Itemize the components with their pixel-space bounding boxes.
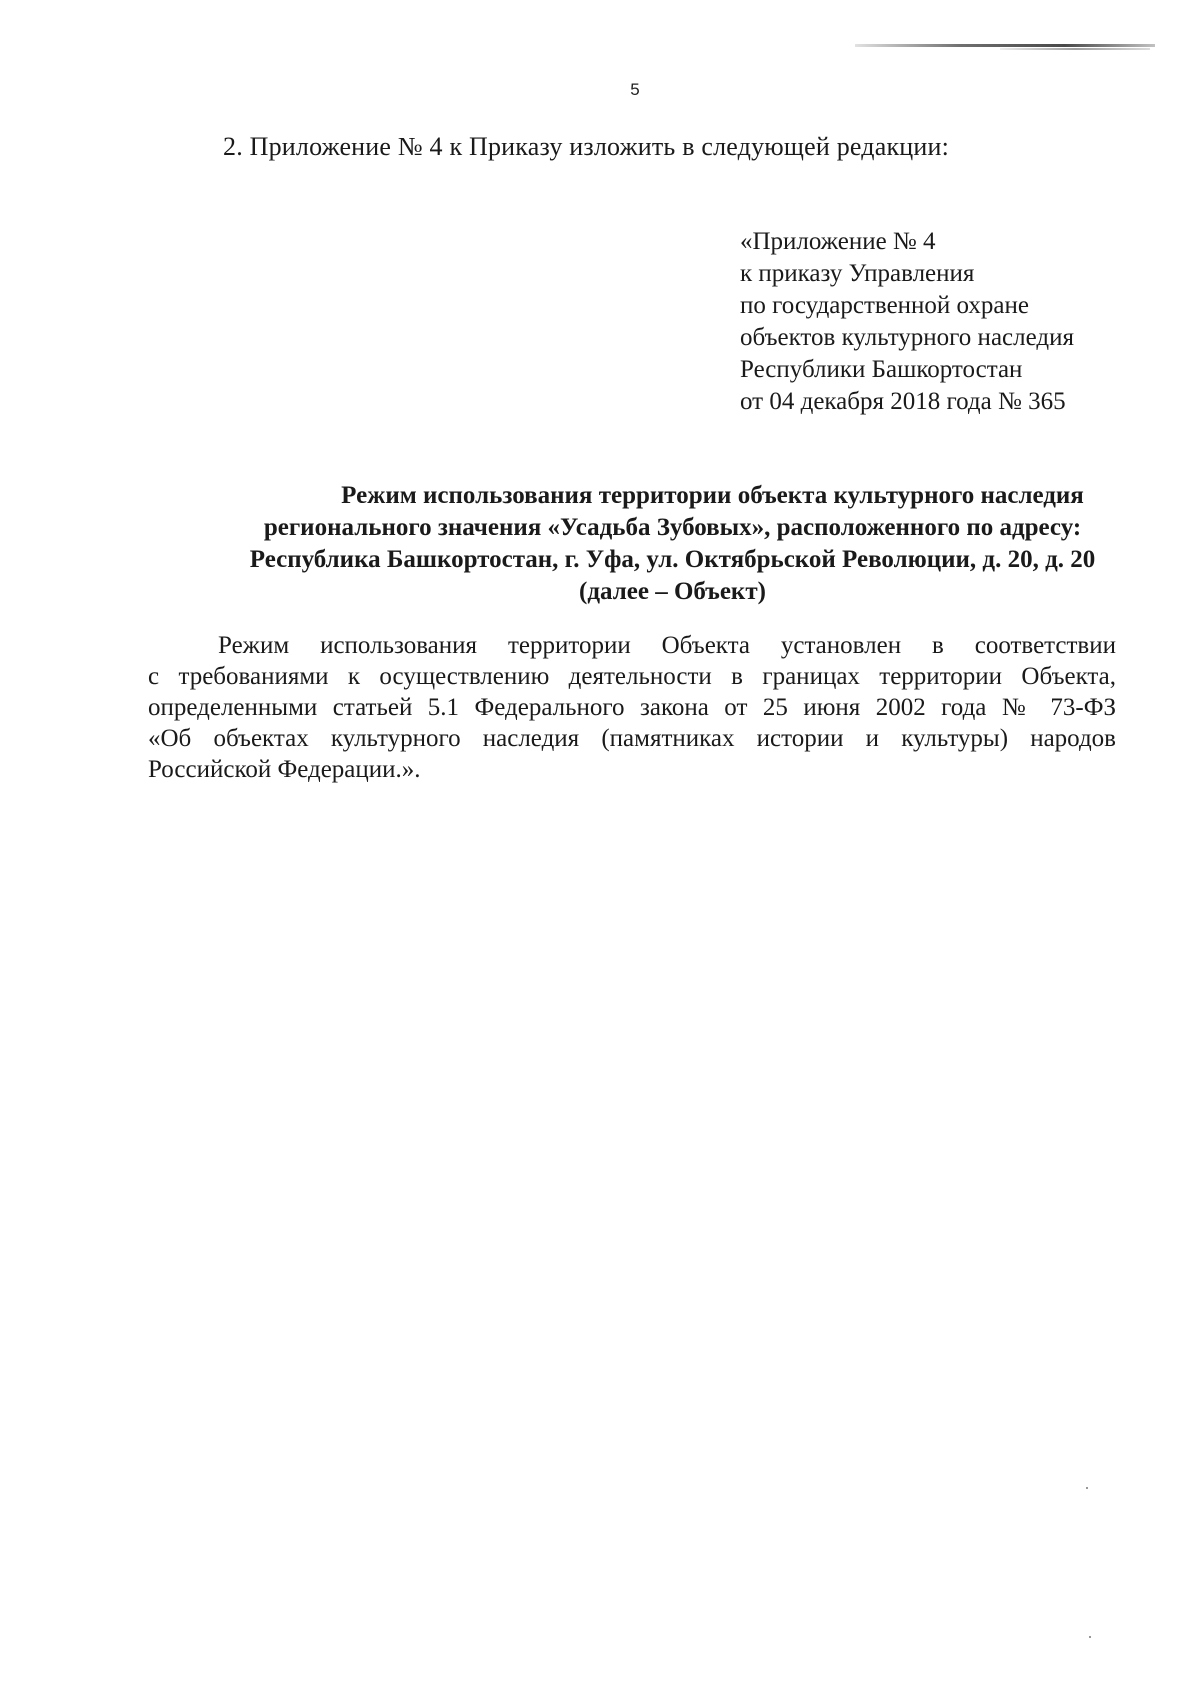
document-title [120,480,1200,608]
appendix-header-line: объектов культурного наследия [740,324,1074,351]
body-paragraph [148,630,1116,785]
body-line: Российской Федерации.». [148,756,421,783]
scan-artifact-line [855,44,1155,47]
body-line: с требованиями к осуществлению деятельности в границах территории Объекта, [148,663,1116,690]
page-number: 5 [630,80,640,99]
body-line: определенными статьей 5.1 Федерального закона от 25 июня 2002 года № 73-ФЗ [148,694,1116,721]
scan-artifact-line-secondary [1000,48,1150,50]
title-line: (далее – Объект) [579,578,766,605]
appendix-header-line: к приказу Управления [740,260,975,287]
scan-speck [1086,1487,1088,1489]
appendix-header-block [740,226,1074,418]
scan-speck [1089,1636,1091,1638]
body-line: Режим использования территории Объекта установлен в соответствии [218,632,1116,659]
appendix-header-line: от 04 декабря 2018 года № 365 [740,388,1066,415]
appendix-header-line: «Приложение № 4 [740,228,936,255]
title-line: Режим использования территории объекта культурного наследия [341,482,1084,509]
title-line: Республика Башкортостан, г. Уфа, ул. Октябрьской Революции, д. 20, д. 20 [249,546,1096,573]
item-2-paragraph: 2. Приложение № 4 к Приказу изложить в следующей редакции: [223,132,950,161]
title-line: регионального значения «Усадьба Зубовых», расположенного по адресу: [263,514,1082,541]
body-line: «Об объектах культурного наследия (памятниках истории и культуры) народов [148,725,1116,752]
appendix-header-line: по государственной охране [740,292,1030,319]
appendix-header-line: Республики Башкортостан [740,356,1023,383]
